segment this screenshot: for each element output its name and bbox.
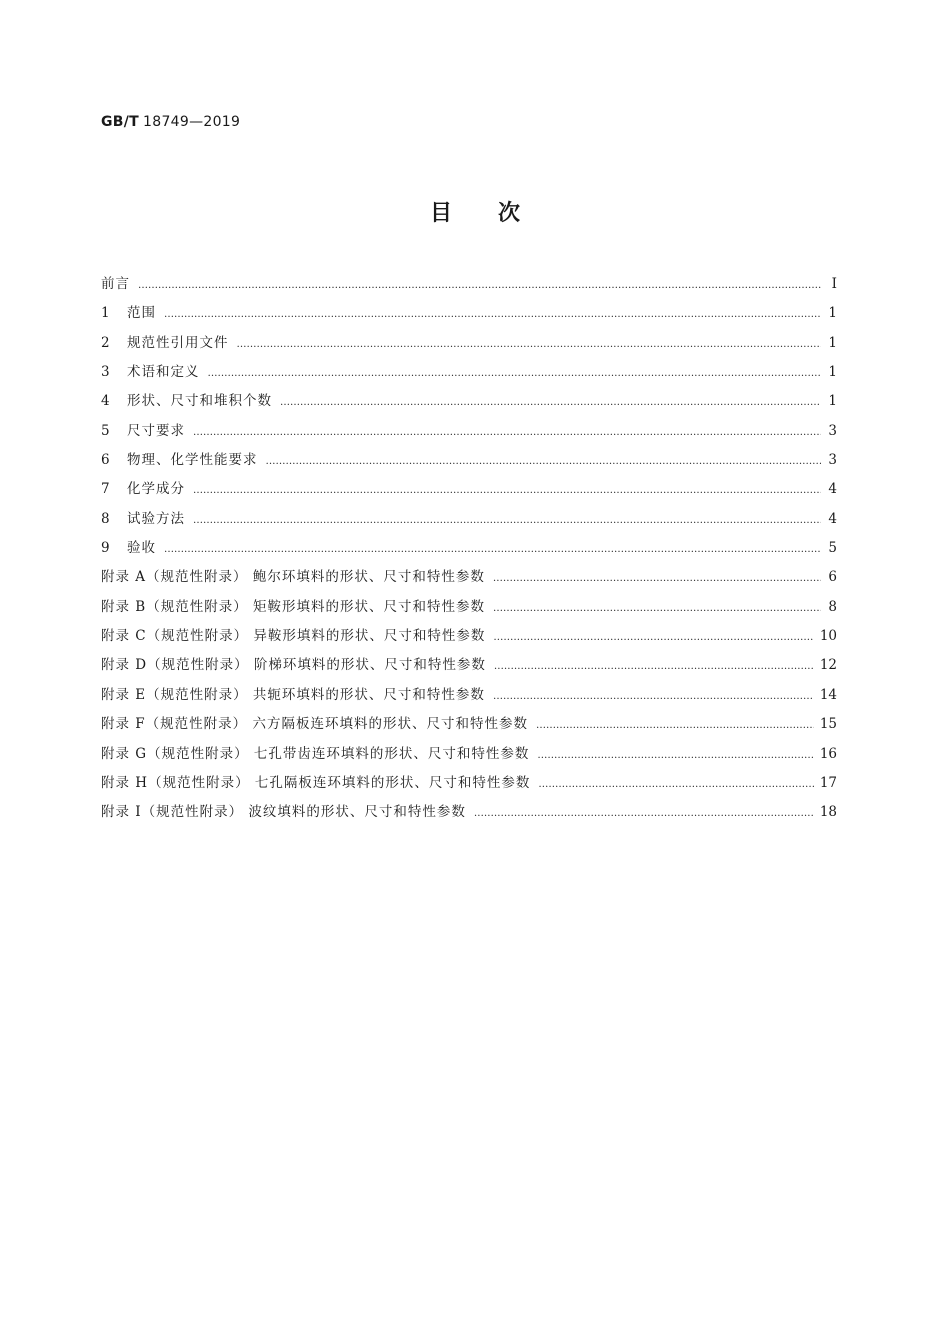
- toc-entry[interactable]: [101, 299, 837, 328]
- toc-entry-label: [101, 475, 185, 504]
- toc-entry-text: 附录 C（规范性附录） 异鞍形填料的形状、尺寸和特性参数: [101, 628, 486, 645]
- toc-entry-number: 4: [101, 393, 110, 410]
- toc-entry-label: [101, 417, 185, 446]
- dot-leader: [193, 476, 821, 505]
- toc-entry-page: 17: [819, 774, 837, 791]
- toc-entry-page: 16: [819, 745, 837, 762]
- dot-leader: [266, 447, 822, 476]
- toc-entry-text: 物理、化学性能要求: [127, 452, 258, 469]
- toc-entry-text: 附录 E（规范性附录） 共轭环填料的形状、尺寸和特性参数: [101, 686, 485, 703]
- toc-entry-number: 7: [101, 481, 110, 498]
- toc-entry-number: 3: [101, 364, 110, 381]
- toc-entry-label: [101, 710, 528, 739]
- toc-entry-text: 附录 B（规范性附录） 矩鞍形填料的形状、尺寸和特性参数: [101, 598, 486, 615]
- dot-leader: [493, 594, 821, 623]
- page-title: [0, 196, 950, 227]
- standard-code-number: 18749—2019: [143, 114, 241, 130]
- toc-entry-text: 附录 D（规范性附录） 阶梯环填料的形状、尺寸和特性参数: [101, 657, 486, 674]
- toc-entry-text: 附录 I（规范性附录） 波纹填料的形状、尺寸和特性参数: [101, 804, 466, 821]
- toc-entry[interactable]: [101, 769, 837, 798]
- toc-entry-number: 5: [101, 422, 110, 439]
- toc-entry-text: 附录 A（规范性附录） 鲍尔环填料的形状、尺寸和特性参数: [101, 569, 485, 586]
- toc-entry-number: 8: [101, 510, 110, 527]
- toc-entry-text: 术语和定义: [127, 364, 200, 381]
- toc-entry-page: 1: [828, 305, 837, 322]
- title-char-1: 目: [429, 201, 452, 226]
- toc-entry-label: [101, 387, 272, 416]
- toc-entry-text: 试验方法: [127, 510, 185, 527]
- toc-entry-label: [101, 270, 130, 299]
- toc-entry-number: 2: [101, 334, 110, 351]
- table-of-contents: [101, 270, 837, 828]
- dot-leader: [164, 300, 821, 329]
- dot-leader: [536, 711, 814, 740]
- toc-entry-text: 尺寸要求: [127, 422, 185, 439]
- toc-entry-page: 3: [828, 452, 837, 469]
- toc-entry-label: [101, 299, 156, 328]
- toc-entry-page: Ⅰ: [831, 276, 837, 292]
- dot-leader: [193, 506, 821, 535]
- toc-entry[interactable]: [101, 358, 837, 387]
- toc-entry-label: [101, 563, 485, 592]
- toc-entry[interactable]: [101, 475, 837, 504]
- toc-entry-page: 8: [828, 598, 837, 615]
- toc-entry-page: 3: [828, 422, 837, 439]
- toc-entry-page: 6: [828, 569, 837, 586]
- toc-entry-text: 化学成分: [127, 481, 185, 498]
- standard-code: [101, 114, 240, 130]
- toc-entry[interactable]: [101, 622, 837, 651]
- toc-entry[interactable]: [101, 446, 837, 475]
- dot-leader: [493, 564, 821, 593]
- toc-entry-number: 6: [101, 452, 110, 469]
- toc-entry-label: [101, 505, 185, 534]
- toc-entry-text: 附录 H（规范性附录） 七孔隔板连环填料的形状、尺寸和特性参数: [101, 774, 531, 791]
- toc-entry-label: [101, 534, 156, 563]
- toc-entry[interactable]: [101, 505, 837, 534]
- toc-entry[interactable]: [101, 593, 837, 622]
- toc-entry-label: [101, 358, 200, 387]
- dot-leader: [494, 652, 814, 681]
- toc-entry-number: 9: [101, 540, 110, 557]
- toc-entry-page: 4: [828, 510, 837, 527]
- toc-entry[interactable]: [101, 534, 837, 563]
- dot-leader: [537, 741, 813, 770]
- toc-entry[interactable]: [101, 329, 837, 358]
- toc-entry-text: 验收: [127, 540, 156, 557]
- toc-entry[interactable]: [101, 417, 837, 446]
- toc-entry-page: 10: [819, 628, 837, 645]
- dot-leader: [474, 799, 814, 828]
- toc-entry-text: 附录 F（规范性附录） 六方隔板连环填料的形状、尺寸和特性参数: [101, 716, 528, 733]
- toc-entry-text: 形状、尺寸和堆积个数: [127, 393, 272, 410]
- toc-entry-text: 附录 G（规范性附录） 七孔带齿连环填料的形状、尺寸和特性参数: [101, 745, 530, 762]
- toc-entry-page: 5: [828, 540, 837, 557]
- dot-leader: [538, 770, 813, 799]
- toc-entry[interactable]: [101, 681, 837, 710]
- toc-entry-number: 1: [101, 305, 110, 322]
- toc-entry-label: [101, 769, 530, 798]
- toc-entry-page: 1: [828, 393, 837, 410]
- toc-entry-label: [101, 329, 229, 358]
- toc-entry[interactable]: [101, 270, 837, 299]
- dot-leader: [138, 271, 821, 300]
- toc-entry-text: 前言: [101, 276, 130, 292]
- toc-entry-page: 12: [819, 657, 837, 674]
- toc-entry-label: [101, 798, 466, 827]
- dot-leader: [193, 418, 821, 447]
- toc-entry-page: 18: [819, 804, 837, 821]
- toc-entry-label: [101, 446, 258, 475]
- dot-leader: [237, 330, 822, 359]
- toc-entry-label: [101, 740, 529, 769]
- toc-entry-page: 14: [819, 686, 837, 703]
- toc-entry[interactable]: [101, 710, 837, 739]
- toc-entry-label: [101, 681, 485, 710]
- dot-leader: [280, 388, 821, 417]
- dot-leader: [493, 682, 814, 711]
- toc-entry-page: 15: [819, 716, 837, 733]
- toc-entry-page: 4: [828, 481, 837, 498]
- toc-entry-label: [101, 651, 486, 680]
- toc-entry-text: 范围: [127, 305, 156, 322]
- dot-leader: [493, 623, 813, 652]
- standard-code-prefix: GB/T: [101, 114, 140, 130]
- title-char-2: 次: [498, 201, 521, 226]
- toc-entry-label: [101, 622, 485, 651]
- toc-entry[interactable]: [101, 563, 837, 592]
- toc-entry-page: 1: [828, 364, 837, 381]
- toc-entry-label: [101, 593, 485, 622]
- toc-entry-page: 1: [828, 334, 837, 351]
- toc-entry[interactable]: [101, 651, 837, 680]
- dot-leader: [208, 359, 822, 388]
- toc-entry-text: 规范性引用文件: [127, 334, 229, 351]
- toc-entry[interactable]: [101, 798, 837, 827]
- toc-entry[interactable]: [101, 740, 837, 769]
- toc-entry[interactable]: [101, 387, 837, 416]
- dot-leader: [164, 535, 821, 564]
